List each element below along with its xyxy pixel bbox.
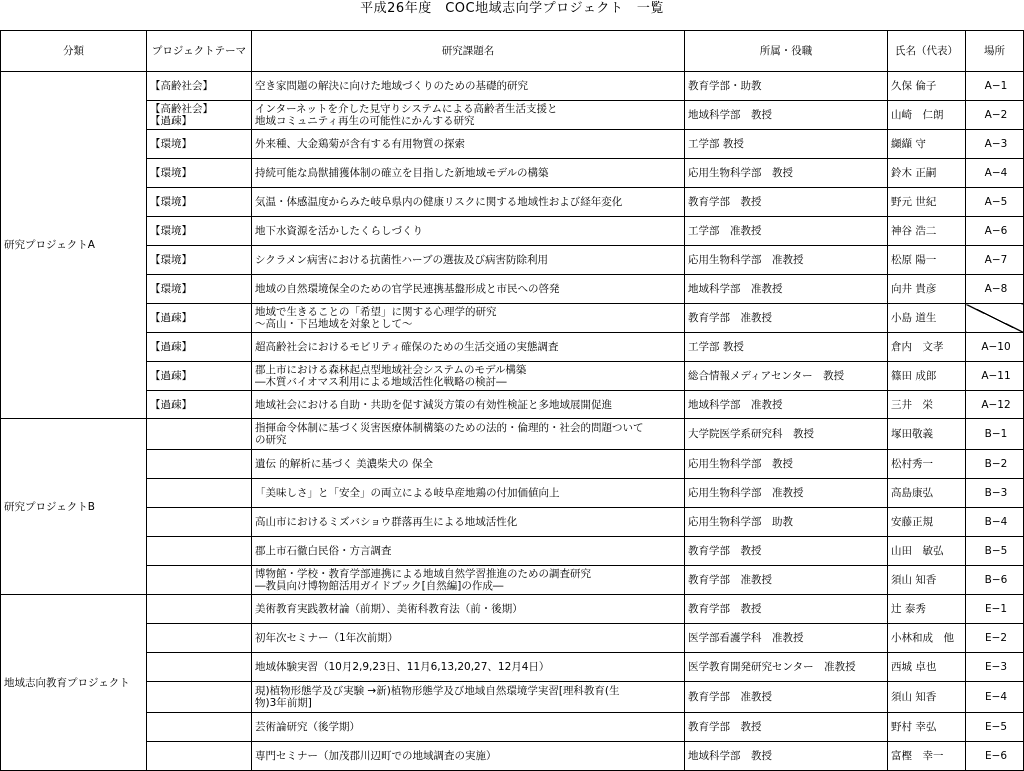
subject-cell: 芸術論研究（後学期） xyxy=(252,713,685,742)
subject-line: 物)3年前期] xyxy=(255,697,312,709)
table-row xyxy=(1,391,1024,419)
table-row xyxy=(1,682,1024,713)
location-cell: A−5 xyxy=(966,188,1024,217)
table-row xyxy=(1,537,1024,566)
name-cell: 安藤正規 xyxy=(888,508,966,537)
subject-cell: 美術教育実践教材論（前期）、美術科教育法（前・後期） xyxy=(252,595,685,624)
subject-cell: 地域体験実習（10月2,9,23日、11月6,13,20,27、12月4日） xyxy=(252,653,685,682)
location-cell: A−1 xyxy=(966,72,1024,101)
theme-cell xyxy=(147,537,252,566)
name-cell: 倉内 文孝 xyxy=(888,333,966,362)
page-title: 平成26年度 COC地域志向学プロジェクト 一覧 xyxy=(360,1,664,16)
theme-cell: 【過疎】 xyxy=(147,333,252,362)
affiliation-cell: 教育学部 教授 xyxy=(685,537,888,566)
subject-cell xyxy=(252,362,685,391)
location-cell: B−5 xyxy=(966,537,1024,566)
subject-cell: 専門セミナー（加茂郡川辺町での地域調査の実施） xyxy=(252,742,685,771)
affiliation-cell: 工学部 教授 xyxy=(685,333,888,362)
table-row xyxy=(1,713,1024,742)
affiliation-cell: 教育学部 准教授 xyxy=(685,682,888,713)
header-subject: 研究課題名 xyxy=(252,31,685,72)
affiliation-cell: 教育学部 教授 xyxy=(685,188,888,217)
theme-cell xyxy=(147,624,252,653)
subject-line: 地域コミュニティ再生の可能性にかんする研究 xyxy=(255,115,475,127)
header-affiliation: 所属・役職 xyxy=(685,31,888,72)
name-cell: 高島康弘 xyxy=(888,479,966,508)
theme-cell: 【過疎】 xyxy=(147,391,252,419)
affiliation-cell: 教育学部 教授 xyxy=(685,713,888,742)
location-cell: B−4 xyxy=(966,508,1024,537)
name-cell: 鈴木 正嗣 xyxy=(888,159,966,188)
affiliation-cell: 工学部 准教授 xyxy=(685,217,888,246)
name-cell: 小林和成 他 xyxy=(888,624,966,653)
subject-line: 郡上市における森林起点型地域社会システムのモデル構築 xyxy=(255,364,527,376)
affiliation-cell: 教育学部・助教 xyxy=(685,72,888,101)
location-cell: B−2 xyxy=(966,450,1024,479)
affiliation-cell: 総合情報メディアセンター 教授 xyxy=(685,362,888,391)
name-cell: 辻 泰秀 xyxy=(888,595,966,624)
subject-line: 指揮命令体制に基づく災害医療体制構築のための法的・倫理的・社会的問題ついて xyxy=(255,422,644,434)
header-location: 場所 xyxy=(966,31,1024,72)
name-cell: 松村秀一 xyxy=(888,450,966,479)
table-row xyxy=(1,653,1024,682)
table-row xyxy=(1,72,1024,101)
theme-cell xyxy=(147,742,252,771)
table-row xyxy=(1,362,1024,391)
affiliation-cell: 教育学部 准教授 xyxy=(685,566,888,595)
subject-cell: 気温・体感温度からみた岐阜県内の健康リスクに関する地域性および経年変化 xyxy=(252,188,685,217)
table-row xyxy=(1,450,1024,479)
affiliation-cell: 教育学部 准教授 xyxy=(685,304,888,333)
theme-cell xyxy=(147,595,252,624)
name-cell: 松原 陽一 xyxy=(888,246,966,275)
location-cell: A−4 xyxy=(966,159,1024,188)
subject-line: の研究 xyxy=(255,434,287,446)
location-cell: B−6 xyxy=(966,566,1024,595)
table-row xyxy=(1,419,1024,450)
theme-cell: 【過疎】 xyxy=(147,362,252,391)
affiliation-cell: 地域科学部 准教授 xyxy=(685,391,888,419)
theme-cell: 【過疎】 xyxy=(147,304,252,333)
location-cell: A−8 xyxy=(966,275,1024,304)
name-cell: 山崎 仁朗 xyxy=(888,101,966,130)
location-cell: A−7 xyxy=(966,246,1024,275)
subject-cell: 地域社会における自助・共助を促す減災方策の有効性検証と多地域展開促進 xyxy=(252,391,685,419)
subject-line: 博物館・学校・教育学部連携による地域自然学習推進のための調査研究 xyxy=(255,568,591,580)
group-label: 地域志向教育プロジェクト xyxy=(1,595,147,771)
subject-cell: 持続可能な鳥獣捕獲体制の確立を目指した新地域モデルの構築 xyxy=(252,159,685,188)
name-cell: 須山 知香 xyxy=(888,566,966,595)
subject-cell: 地下水資源を活かしたくらしづくり xyxy=(252,217,685,246)
theme-cell xyxy=(147,682,252,713)
subject-cell: 外来種、大金鶏菊が含有する有用物質の探索 xyxy=(252,130,685,159)
location-cell: B−1 xyxy=(966,419,1024,450)
subject-cell: 郡上市石徹白民俗・方言調査 xyxy=(252,537,685,566)
theme-cell: 【環境】 xyxy=(147,217,252,246)
name-cell: 富樫 幸一 xyxy=(888,742,966,771)
theme-cell xyxy=(147,653,252,682)
table-row xyxy=(1,566,1024,595)
table-row xyxy=(1,742,1024,771)
name-cell: 三井 栄 xyxy=(888,391,966,419)
name-cell: 久保 倫子 xyxy=(888,72,966,101)
table-row xyxy=(1,624,1024,653)
table-row xyxy=(1,595,1024,624)
subject-cell xyxy=(252,566,685,595)
location-cell: E−5 xyxy=(966,713,1024,742)
subject-cell xyxy=(252,682,685,713)
table-row xyxy=(1,101,1024,130)
location-cell: A−11 xyxy=(966,362,1024,391)
name-cell: 向井 貴彦 xyxy=(888,275,966,304)
table-row xyxy=(1,159,1024,188)
affiliation-cell: 応用生物科学部 教授 xyxy=(685,159,888,188)
subject-cell: 高山市におけるミズバショウ群落再生による地域活性化 xyxy=(252,508,685,537)
affiliation-cell: 地域科学部 教授 xyxy=(685,742,888,771)
affiliation-cell: 応用生物科学部 助教 xyxy=(685,508,888,537)
name-cell: 須山 知香 xyxy=(888,682,966,713)
location-cell: A−2 xyxy=(966,101,1024,130)
affiliation-cell: 応用生物科学部 准教授 xyxy=(685,479,888,508)
name-cell: 小島 道生 xyxy=(888,304,966,333)
subject-cell xyxy=(252,101,685,130)
table-row xyxy=(1,479,1024,508)
group-label: 研究プロジェクトA xyxy=(1,72,147,419)
theme-cell: 【環境】 xyxy=(147,246,252,275)
theme-cell: 【環境】 xyxy=(147,159,252,188)
header-theme: プロジェクトテーマ xyxy=(147,31,252,72)
affiliation-cell: 医学部看護学科 准教授 xyxy=(685,624,888,653)
table-row xyxy=(1,508,1024,537)
theme-cell xyxy=(147,101,252,130)
location-cell: A−3 xyxy=(966,130,1024,159)
theme-cell xyxy=(147,713,252,742)
table-row xyxy=(1,188,1024,217)
table-row xyxy=(1,275,1024,304)
table-row xyxy=(1,217,1024,246)
affiliation-cell: 教育学部 教授 xyxy=(685,595,888,624)
theme-cell xyxy=(147,508,252,537)
theme-cell: 【高齢社会】 xyxy=(147,72,252,101)
name-cell: 篠田 成郎 xyxy=(888,362,966,391)
group-label: 研究プロジェクトB xyxy=(1,419,147,595)
location-cell: E−6 xyxy=(966,742,1024,771)
subject-cell: シクラメン病害における抗菌性ハーブの選抜及び病害防除利用 xyxy=(252,246,685,275)
name-cell: 野元 世紀 xyxy=(888,188,966,217)
subject-line: ―木質バイオマス利用による地域活性化戦略の検討― xyxy=(255,376,507,388)
subject-cell xyxy=(252,304,685,333)
location-cell: A−6 xyxy=(966,217,1024,246)
subject-line: 現)植物形態学及び実験 →新)植物形態学及び地域自然環境学実習[理科教育(生 xyxy=(255,685,620,697)
affiliation-cell: 地域科学部 准教授 xyxy=(685,275,888,304)
theme-cell xyxy=(147,479,252,508)
location-cell: E−1 xyxy=(966,595,1024,624)
affiliation-cell: 応用生物科学部 教授 xyxy=(685,450,888,479)
table-row xyxy=(1,304,1024,333)
affiliation-cell: 工学部 教授 xyxy=(685,130,888,159)
table-row xyxy=(1,333,1024,362)
affiliation-cell: 応用生物科学部 准教授 xyxy=(685,246,888,275)
theme-cell: 【環境】 xyxy=(147,275,252,304)
header-name: 氏名（代表） xyxy=(888,31,966,72)
name-cell: 塚田敬義 xyxy=(888,419,966,450)
project-table xyxy=(0,30,1024,771)
subject-cell: 空き家問題の解決に向けた地域づくりのための基礎的研究 xyxy=(252,72,685,101)
location-cell-empty xyxy=(966,304,1024,333)
table-row xyxy=(1,130,1024,159)
theme-cell: 【環境】 xyxy=(147,188,252,217)
affiliation-cell: 大学院医学系研究科 教授 xyxy=(685,419,888,450)
theme-line: 【過疎】 xyxy=(150,115,192,127)
theme-cell xyxy=(147,566,252,595)
location-cell: A−12 xyxy=(966,391,1024,419)
table-row xyxy=(1,246,1024,275)
subject-cell: 「美味しさ」と「安全」の両立による岐阜産地鶏の付加価値向上 xyxy=(252,479,685,508)
subject-cell: 遺伝 的解析に基づく 美濃柴犬の 保全 xyxy=(252,450,685,479)
subject-cell: 超高齢社会におけるモビリティ確保のための生活交通の実態調査 xyxy=(252,333,685,362)
name-cell: 纐纈 守 xyxy=(888,130,966,159)
subject-cell: 初年次セミナー（1年次前期） xyxy=(252,624,685,653)
location-cell: E−3 xyxy=(966,653,1024,682)
theme-cell xyxy=(147,450,252,479)
theme-cell: 【環境】 xyxy=(147,130,252,159)
subject-line: インターネットを介した見守りシステムによる高齢者生活支援と xyxy=(255,103,558,115)
name-cell: 山田 敏弘 xyxy=(888,537,966,566)
location-cell: A−10 xyxy=(966,333,1024,362)
header-row xyxy=(1,31,1024,72)
name-cell: 西城 卓也 xyxy=(888,653,966,682)
location-cell: E−2 xyxy=(966,624,1024,653)
subject-line: ～高山・下呂地域を対象として～ xyxy=(255,318,413,330)
theme-cell xyxy=(147,419,252,450)
affiliation-cell: 医学教育開発研究センター 准教授 xyxy=(685,653,888,682)
theme-line: 【高齢社会】 xyxy=(150,103,213,115)
subject-cell xyxy=(252,419,685,450)
location-cell: B−3 xyxy=(966,479,1024,508)
name-cell: 神谷 浩二 xyxy=(888,217,966,246)
affiliation-cell: 地域科学部 教授 xyxy=(685,101,888,130)
subject-cell: 地域の自然環境保全のための官学民連携基盤形成と市民への啓発 xyxy=(252,275,685,304)
subject-line: ―教員向け博物館活用ガイドブック[自然編]の作成― xyxy=(255,580,504,592)
location-cell: E−4 xyxy=(966,682,1024,713)
header-category: 分類 xyxy=(1,31,147,72)
name-cell: 野村 幸弘 xyxy=(888,713,966,742)
subject-line: 地域で生きることの「希望」に関する心理学的研究 xyxy=(255,306,497,318)
